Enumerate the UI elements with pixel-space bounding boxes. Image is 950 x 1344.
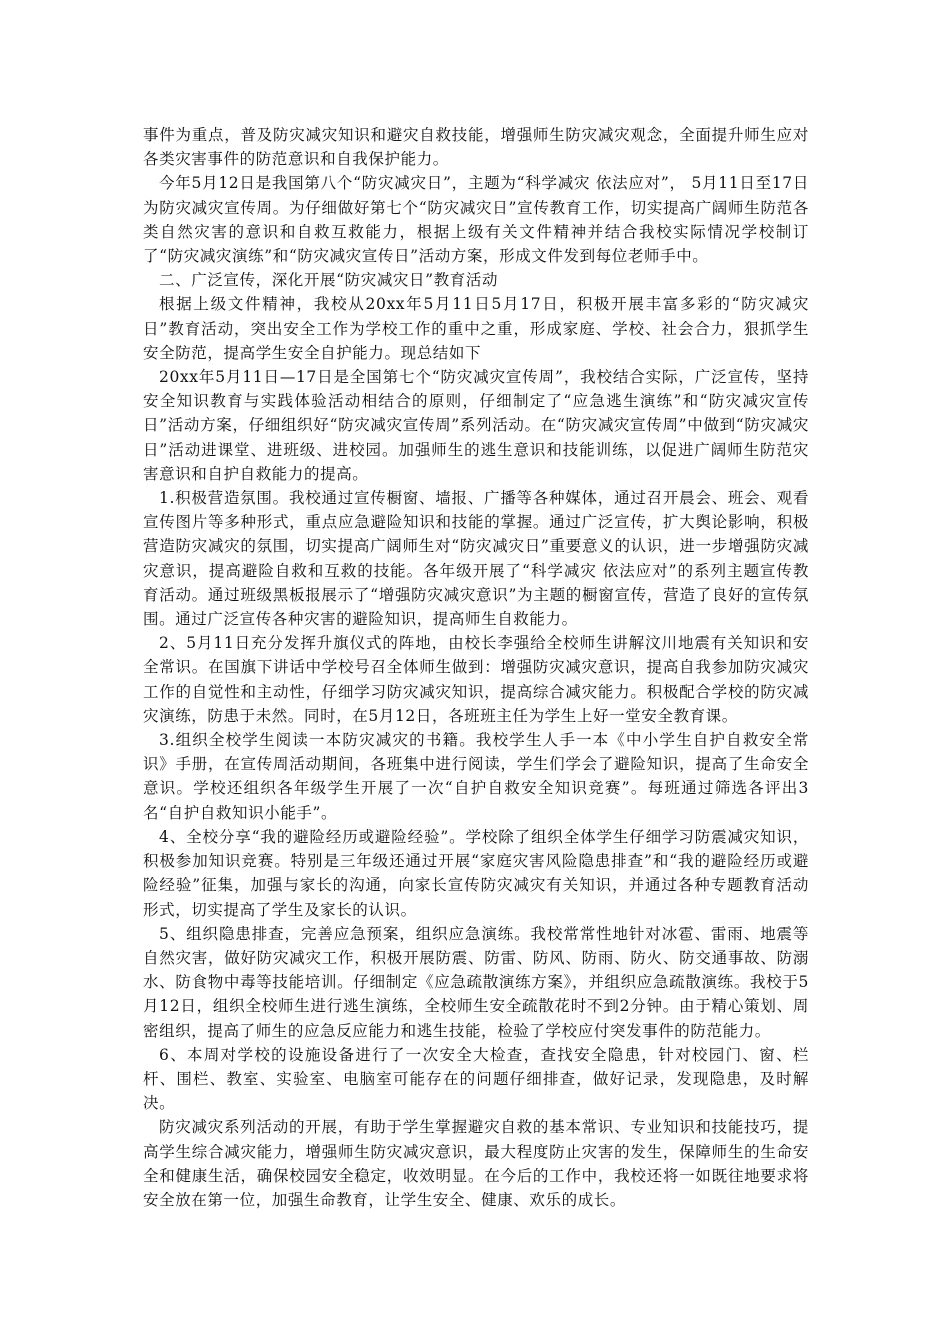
- paragraph: 今年5月12日是我国第八个“防灾减灾日”，主题为“科学减灾 依法应对”， 5月11日至17日为防灾减灾宣传周。为仔细做好第七个“防灾减灾日”宣传教育工作，切实提高广阔师生防范各类自然灾害的意识和自救互救能力，根据上级有关文件精神并结合我校实际情况学校制订了“防灾减灾演练”和“防灾减灾宣传日”活动方案，形成文件发到每位老师手中。: [143, 174, 809, 266]
- list-item: 5、组织隐患排查，完善应急预案，组织应急演练。我校常常性地针对冰雹、雷雨、地震等自然灾害，做好防灾减灾工作，积极开展防震、防雷、防风、防雨、防火、防交通事故、防溺水、防食物中毒等技能培训。仔细制定《应急疏散演练方案》，并组织应急疏散演练。我校于5月12日，组织全校师生进行逃生演练，全校师生安全疏散花时不到2分钟。由于精心策划、周密组织，提高了师生的应急反应能力和逃生技能，检验了学校应付突发事件的防范能力。: [143, 924, 809, 1040]
- list-item: 3.组织全校学生阅读一本防灾减灾的书籍。我校学生人手一本《中小学生自护自救安全常识》手册，在宣传周活动期间，各班集中进行阅读，学生们学会了避险知识，提高了生命安全意识。学校还组织各年级学生开展了一次“自护自救安全知识竞赛”。每班通过筛选各评出3名“自护自救知识小能手”。: [143, 731, 809, 822]
- section-heading: 二、广泛宣传，深化开展“防灾减灾日”教育活动: [159, 271, 499, 290]
- list-item: 2、5月11日充分发挥升旗仪式的阵地，由校长李强给全校师生讲解汶川地震有关知识和安全常识。在国旗下讲话中学校号召全体师生做到：增强防灾减灾意识，提高自我参加防灾减灾工作的自觉性和主动性，仔细学习防灾减灾知识，提高综合减灾能力。积极配合学校的防灾减灾演练，防患于未然。同时，在5月12日，各班班主任为学生上好一堂安全教育课。: [143, 634, 809, 725]
- list-item: 4、全校分享“我的避险经历或避险经验”。学校除了组织全体学生仔细学习防震减灾知识，积极参加知识竞赛。特别是三年级还通过开展“家庭灾害风险隐患排查”和“我的避险经历或避险经验”征集，加强与家长的沟通，向家长宣传防灾减灾有关知识，并通过各种专题教育活动形式，切实提高了学生及家长的认识。: [143, 827, 809, 919]
- list-item: 6、本周对学校的设施设备进行了一次安全大检查，查找安全隐患，针对校园门、窗、栏杆、围栏、教室、实验室、电脑室可能存在的问题仔细排查，做好记录，发现隐患，及时解决。: [143, 1045, 809, 1113]
- document-body: [143, 123, 809, 1212]
- paragraph: 20xx年5月11日—17日是全国第七个“防灾减灾宣传周”，我校结合实际，广泛宣传，坚持安全知识教育与实践体验活动相结合的原则，仔细制定了“应急逃生演练”和“防灾减灾宣传日”活动方案，仔细组织好“防灾减灾宣传周”系列活动。在“防灾减灾宣传周”中做到“防灾减灾日”活动进课堂、进班级、进校园。加强师生的逃生意识和技能训练，以促进广阔师生防范灾害意识和自护自救能力的提高。: [143, 368, 809, 483]
- list-item: 1.积极营造氛围。我校通过宣传橱窗、墙报、广播等各种媒体，通过召开晨会、班会、观看宣传图片等多种形式，重点应急避险知识和技能的掌握。通过广泛宣传，扩大舆论影响，积极营造防灾减灾的氛围，切实提高广阔师生对“防灾减灾日”重要意义的认识，进一步增强防灾减灾意识，提高避险自救和互救的技能。各年级开展了“科学减灾 依法应对”的系列主题宣传教育活动。通过班级黑板报展示了“增强防灾减灾意识”为主题的橱窗宣传，营造了良好的宣传氛围。通过广泛宣传各种灾害的避险知识，提高师生自救能力。: [143, 489, 809, 629]
- paragraph: 根据上级文件精神，我校从20xx年5月11日5月17日，积极开展丰富多彩的“防灾减灾日”教育活动，突出安全工作为学校工作的重中之重，形成家庭、学校、社会合力，狠抓学生安全防范，提高学生安全自护能力。现总结如下: [143, 295, 809, 362]
- paragraph: 防灾减灾系列活动的开展，有助于学生掌握避灾自救的基本常识、专业知识和技能技巧，提高学生综合减灾能力，增强师生防灾减灾意识，最大程度防止灾害的发生，保障师生的生命安全和健康生活，确保校园安全稳定，收效明显。在今后的工作中，我校还将一如既往地要求将安全放在第一位，加强生命教育，让学生安全、健康、欢乐的成长。: [143, 1118, 809, 1209]
- paragraph: 事件为重点，普及防灾减灾知识和避灾自救技能，增强师生防灾减灾观念，全面提升师生应对各类灾害事件的防范意识和自我保护能力。: [143, 126, 809, 169]
